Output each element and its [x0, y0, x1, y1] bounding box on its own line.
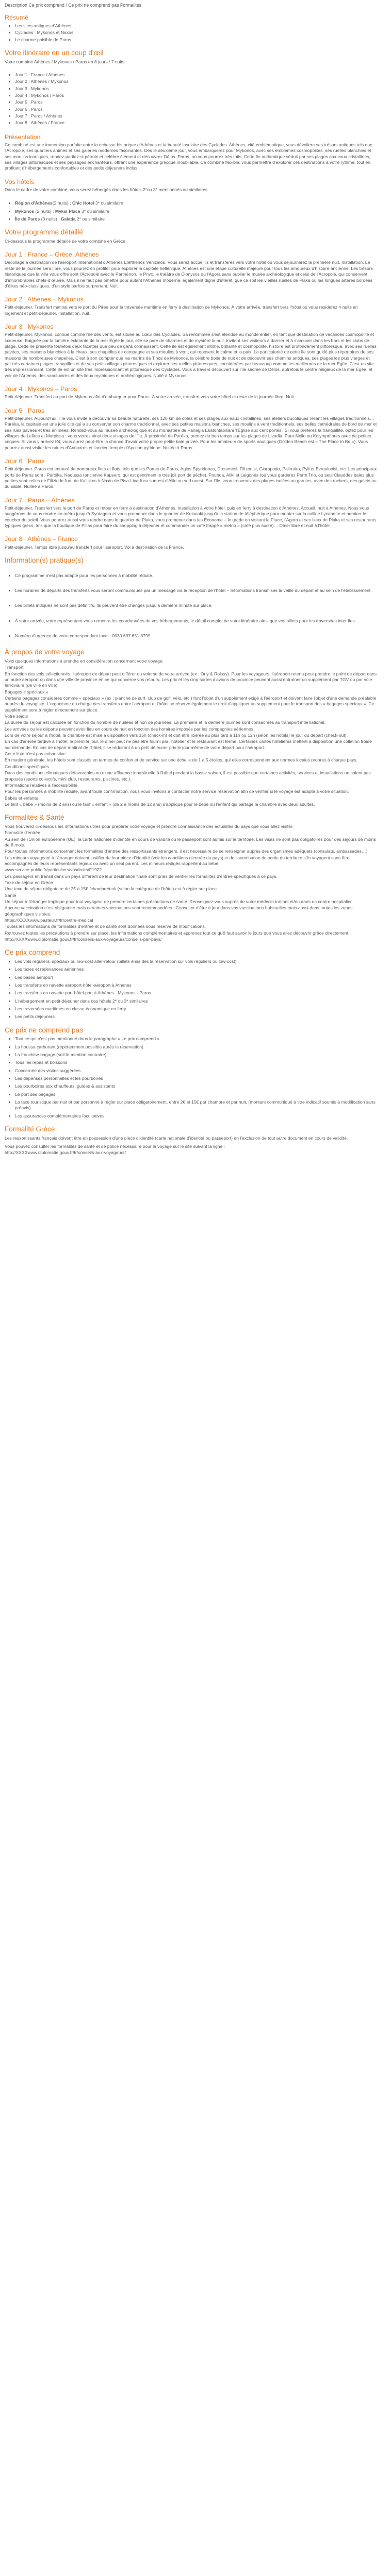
formalites-line: Vous trouverez ci-dessous les informations utiles pour préparer votre voyage et prendre connaissance des actualités du pays que vous allez visiter.: [5, 823, 294, 829]
itinerary-section: [5, 49, 377, 126]
day-title: Jour 1 : France – Grèce, Athènes: [5, 251, 99, 259]
list-item: • La houssa carburant (répétamment possible après la réservation): [15, 1044, 377, 1050]
day-title: Jour 4 : Mykonos – Paros: [5, 385, 77, 393]
day-title: Jour 8 : Athènes – France: [5, 535, 78, 543]
formalites-link[interactable]: www.service-public.fr/particuliers/vosdroits/F1922: [5, 867, 102, 873]
voyage-line: Bagages « spéciaux »: [5, 689, 48, 694]
list-item: • La taxe touristique par nuit et par personne à régler sur place obligatoirement, entre 2€ et 15€ par chambre et par nuit, (montant communiqué à titre indicatif soumis à modification sans préavis): [15, 1099, 377, 1111]
day-text: Petit-déjeuner. Transfert vers le port de Paros et retour en ferry à destination d'Athènes. Installation à votre hôtel, puis en ferry à destination d'Athènes. Accueil, nuit à Athènes. Nous vous suggérons de vous rendre en métro jusqu'à Syntagma et vous promener dans le quartier de Kolonaki jusqu'à la station de téléphérique pour monter sur la colline Lycabette et admirer le coucher du soleil. Vous pourrez aussi vous rendre dans le quartier de Plaka, vous promener dans les Économe – le grade en visitant la Place, l'Agora et ses lieux de Plaka et ses restaurants typiques grecs, tels que la boutique de Pillas pour faire du shopping à déjeuner et commander un café frappé « metrio » (café plus sucré)… Dîner libre et nuit à l'hôtel.: [5, 505, 377, 529]
formalites-title: Formalités & Santé: [5, 814, 64, 822]
prix-comprend-list: [5, 959, 377, 1020]
hotels-section: [5, 178, 377, 223]
voyage-line: Conditions spécifiques: [5, 764, 49, 769]
voyage-line: En matière générale, les hôtels sont classés en termes de confort et de service sur une échelle de 1 à 5 étoiles, qui elles correspondent aux normes locales propres à chaque pays.: [5, 757, 358, 763]
formalites-line: Un séjour à l'étranger implique pour tout voyageur de prendre certaines précautions de santé. Renseignez-vous auprès de votre médecin traitant et/ou dans un centre hospitalier.: [5, 899, 353, 904]
list-item: • Les billets indiqués ne sont pas définitifs. Ils peuvent être changés jusqu'à dernière minute sur place.: [15, 603, 377, 608]
day-title: Jour 6 : Paros: [5, 457, 45, 465]
hotels-subtitle: Dans le cadre de votre combiné, vous serez hébergés dans les hôtels 2*ou 3* mentionnés au similaires.: [5, 187, 209, 192]
list-item: • Le charme paisible de Paros: [15, 37, 377, 43]
voyage-line: En cas d'arrivée tardive à l'hôtel, le premier jour, le dîner peut ne pas être fourni par l'hôtelier et le restaurant est fermé. Certaines cartes hôtelières mettent à disposition une collation froide sur demande. En cas de départ matinal de l'hôtel, il se réduiront à un petit déjeuner pris le jour même de votre départ pour l'aéroport.: [5, 739, 372, 750]
list-item: • Jour 3 : Mykonos: [15, 86, 377, 92]
list-item: • L'hébergement en petit-déjeuner dans des hôtels 2* ou 3* similaires: [15, 998, 377, 1004]
itinerary-title: Votre itinéraire en un coup d'œil: [5, 48, 104, 57]
voyage-line: Votre séjour: [5, 714, 28, 719]
list-item: • Les sites antiques d'Athènes: [15, 23, 377, 29]
list-item: • Ce programme n'est pas adapté pour les personnes à mobilité réduite.: [15, 573, 377, 579]
prix-ne-comprend-pas-list: [5, 1036, 377, 1119]
hotel-nights: (2 nuits) :: [34, 208, 55, 214]
day-text: Petit-déjeuner. Transfert matinal vers le port du Pirée pour la traversée maritime en ferry à destination de Mykonos. À votre arrivée, transfert vers l'hôtel où vous résiderez 4 nuits en logement et petit-déjeuner. Installation, nuit.: [5, 304, 358, 316]
day-title: Jour 2 : Athènes – Mykonos: [5, 296, 84, 303]
hotels-title: Vos hôtels: [5, 178, 35, 185]
hotel-place: Mykonos: [15, 208, 35, 214]
voyage-section: [5, 648, 377, 807]
voyage-line: Lors de votre séjour à l'hôtel, la chambre est mise à disposition vers 15h (check-in) et doit être libérée au plus tard à 11h ou 12h (selon les hôtels) le jour du départ (check-out).: [5, 733, 348, 738]
list-item: • Les assurances complémentaires facultatives: [15, 1113, 377, 1119]
voyage-line: Dans des conditions climatiques défavorables ou d'une affluence inhabituelle à l'hôtel pendant la basse saison, il est possible que certaines activités, services et installations ne soient pas proposés (sports collectifs, mini club, restaurants, piscines, etc.).: [5, 770, 371, 782]
day-text: Décollage à destination de l'aéroport international d'Athènes Eleftherios Venizelos. Vous serez accueillis et transférés vers votre hôtel où vous séjournerez la première nuit. Installation. Le reste de la journée sera libre, vous pourrez en profiter pour explorer la capitale hellénique. Athènes est une étape culturelle majeure pour tous les amoureux d'histoire ancienne. Les trésors historiques que la ville vous offre sont l'Acropole avec le Parthénon, le Pnyx, le théâtre de Dionysos ou l'Agora sans oublier le musée archéologique et celui de l'Acropole, qui conservent d'innombrables chefs-d'œuvre. Mais il ne faut pas omettre pour autant l'Athènes moderne, également digne d'intérêt, que ce soit les vieilles ruelles de Plaka ou les longues artères bordées d'élites néo-classiques, d'un style parfois surprenant. Nuit.: [5, 260, 373, 289]
day-text: Petit-déjeuner. Transfert au port de Mykonos afin d'embarquer pour Paros. À votre arrivée, transfert vers votre hôtel et reste de la journée libre. Nuit.: [5, 394, 295, 400]
formalite-pays-link[interactable]: http://XXXXwww.diplomatie.gouv.fr/fr/conseils-aux-voyageurs/: [5, 1150, 126, 1156]
voyage-line: Informations relatives à l'accessibilité: [5, 782, 78, 788]
itinerary-subtitle: Votre combiné Athènes / Mykonos / Paros en 8 jours / 7 nuits :: [5, 59, 127, 64]
list-item: • Concernée des visites suggérées: [15, 1068, 377, 1074]
hotel-place: Île de Paros: [15, 216, 40, 222]
list-item: • Jour 7 : Paros / Athènes: [15, 113, 377, 119]
list-item: • La franchise bagage (soit le mention contraire): [15, 1052, 377, 1058]
program-section: [5, 228, 377, 550]
day-title: Jour 3 : Mykonos: [5, 323, 54, 331]
voyage-line: Certains bagages considérés comme « spéciaux » (ex : planche de surf, club de golf, vélo, etc.) font l'objet d'un supplément exigé à l'aéroport et doivent faire l'objet d'une demande préalable auprès du voyagiste. L'organisme en charge des transferts entre l'aéroport et l'hôtel se réserve également le droit d'appliquer un supplément pour le transport des « bagages spéciaux ». Ce supplément sera à régler directement sur place.: [5, 696, 377, 713]
list-item: • Les petits déjeuners: [15, 1014, 377, 1020]
hotel-rating: 3* ou similaire: [80, 208, 109, 214]
itinerary-list: [5, 72, 377, 126]
formalite-pays-line: Les ressortissants français doivent être en possession d'une pièce d'identité (carte nationale d'identité ou passeport) en l'exclusion de tout autre document en cours de validité.: [5, 1135, 348, 1141]
presentation-text: Ce combiné est une immersion parfaite entre la richesse historique d'Athènes et la beauté insulaire des Cyclades. Athènes, cité emblématique, vous dévoilera ses trésors antiques tels que l'Acropole, ses quartiers animés et ses galeries modernes fascinantes. Dès le deuxième jour, vous embarquerez pour Mykonos, avec ses emblèmes cosmopolites, ses ruelles blanchies et ses moulins iconiques, rendez-partiez-si pétrole et célébré élément et découvrez Délos. Paros, où vous pourrez très toits. Cette île authentique séduit par ses plages aux eaux cristallines, ses villages pittoresques et ses paysages enchanteurs, offrant une expérience grecque inoubliable. Ce combiné flexible, vous permettra d'explorer ces destinations à votre rythme, tout en profitant d'hébergements confortables et des petits déjeuners inclus.: [5, 142, 372, 171]
resume-section: [5, 14, 377, 43]
resume-list: [5, 23, 377, 43]
day-text: Petit-déjeuner. Aujourd'hui, l'île vous invite à découvrir sa beauté naturelle, ses 120 km de côtes et ses plages aux eaux cristallines, ses ateliers bucoliques reliant les villages traditionnels… Paréka, la capitale est une jolie cité qui a su conserver son charme traditionnel, avec ses petites maisons blanches, ses moulins à vent traditionnels, ses belles cathédrales de bord de mer et ses rues pavées et très animées. Rendez-vous au musée archéologique et au monastère de Panagia Ekatontapiliani 'l'Église aux cent portes'. Si vous préférez la tranquillité, optez pour les villages de Lefkes et Marpissa : vous verrez ainsi deux visages de l'île. À proximité de Paréka, prenez du bon temps sur les plages de Livadia, Paro-Nelio ou Kolymprithres avec de petites criques. Si vous y arrivez tôt, vous aurez peut-être la chance d'avoir votre propre petite baie privée. Pour les amateurs de sports nautiques (Golden Beach est « The Place to Be »). Vous pourrez aussi visiter les ruines d'Antiparos et l'ancien temple d'Apollon pythique. Nuitée à Paros.: [5, 416, 377, 450]
voyage-title: À propos de votre voyage: [5, 648, 85, 656]
formalites-line: Taxe de séjour en Grèce: [5, 879, 53, 885]
voyage-line: Les arrivées ou les départs peuvent avoir lieu en cours de nuit en fonction des horaires imposés par les compagnies aériennes.: [5, 726, 255, 732]
hotel-rating: 2* ou similaire: [75, 216, 105, 222]
list-item: • Jour 5 : Paros: [15, 99, 377, 105]
formalite-pays-title: Formalité Grèce: [5, 1125, 55, 1133]
list-item: • Cyclades : Mykonos et Naxos: [15, 30, 377, 36]
list-item: • Les pourboires aux chauffeurs, guides & assistants: [15, 1083, 377, 1089]
formalites-line: Toutes les informations de formalités d'entrée et de santé sont données sous réserve de modifications.: [5, 924, 206, 929]
program-title: Votre programme détaillé: [5, 228, 83, 236]
formalites-line: Santé: [5, 892, 17, 898]
hotels-list: [5, 200, 377, 222]
prix-comprend-title: Ce prix comprend: [5, 948, 60, 957]
informations-title: Information(s) pratique(s): [5, 556, 84, 564]
hotel-name: Galatia: [60, 216, 76, 222]
formalites-section: [5, 814, 377, 942]
hotel-nights: (2 nuits) :: [52, 200, 72, 206]
day-text: Petit-déjeuner. Mykonos, connue comme l'île des vents, est située au cœur des Cyclades. Sa renommée s'est étendue au monde entier, en tant que destination de vacances cosmopolite et luxueuse. Baignée par la lumière éclatante de la mer Égée le jour, elle se pare de charmes et de mystère la nuit, invitant ses visiteurs à danser et à s'amuser dans les bars et les clubs de plage. Cette île présente toutefois deux facettes que peu de gens connaissent. Cette île est également intime, brillante et cosmopolite, histoire est profondément pittoresque, avec ses ruelles pavées, ses maisons blanchies à la chaux, ses chapelles de campagne et ses moulins à vent, qui reposent le calme et la paix. La particularité de cette île sont guidé plus répertoires de ses maisons de nombreuses chapelles. C'est à son compter que les marins de Tinos de Mykonos, la célèbre boite de nuit et de découvrir ses chemins antiques, ses plages les plus vierges et par très certaines plages tranquilles et de ses petits villages pittoresques et explorer ses ruelles pittoresques, considérées par beaucoup comme les meilleures de la mer Égée. C'est un site très impressionnant. Cette île est un site très impressionnant et pittoresque des Cyclades. Vous a travers découvert sur l'île sacrée de Délos, autrefois le centre religieux de la mer Égée, et voir de l'Artémis, des sanctuaires et des lieux mythiques et archéologiques. Nuité à Mykonos.: [5, 332, 377, 378]
formalite-pays-line: Vous pouvez consulter les formalités de santé et de police nécessaire pour le voyage sur le site suivant la ligne :: [5, 1144, 225, 1149]
hotel-name: Mykis Place: [55, 208, 80, 214]
program-intro: Ci-dessous le programme détaillé de votre combiné en Grèce: [5, 238, 126, 244]
list-item: • Tous les repas et boissons: [15, 1060, 377, 1065]
day-text: Petit-déjeuner. Temps libre jusqu'au transfert pour l'aéroport. Vol à destination de la France.: [5, 544, 184, 550]
prix-comprend-section: [5, 948, 377, 1020]
page: [0, 0, 382, 1163]
list-item: • Les horaires de départs des transferts vous seront communiqués par un message via la réception de l'hôtel – Informations transmises la veille du départ et au sein de l'établissement.: [15, 588, 377, 594]
formalites-link[interactable]: https://XXXXwww.pasteur.fr/fr/centre-medical: [5, 918, 93, 923]
hotel-rating: 3* ou similaire: [94, 200, 123, 206]
formalites-line: Formalité d'entrée: [5, 830, 40, 836]
day-text: Petit-déjeuner. Paros est entouré de nombreux îlots et îlots, tels que les Portes de Paros, Agios Spyridonas, Drosonesi, Filizonisi, Glaropodo, Palirrako, Pyli et Evroulonisi, etc. Les principaux ports de Paros sont : Paroika, Naoussa (ancienne Kapsoro, qui est gentiment le très joli port de pêche), Pounda, Aliki et Lalgonés (où vous garderez Perm Trio, ou seul Clauddes baies plus petites sont celles de Filizio-le-fort, de Kaliskos à Naxio de Pisa-Livadi au sud-est d'Aliki au sud ouest. Sur l'île, vous trouverez des plages isolées ou garnies, avec des rochers, des galets ou du sable. Nuitée à Paros.: [5, 466, 377, 489]
list-item: • Jour 6 : Paros: [15, 107, 377, 112]
voyage-line: Voici quelques informations à prendre en considération concernant votre voyage.: [5, 658, 164, 664]
presentation-section: [5, 133, 377, 172]
formalites-line: Les mineurs voyageant à l'étranger doivent justifier de leur pièce d'identité (voir les conditions d'entrée du pays) et de l'autorisation de sortie du territoire s'ils voyagent sans être accompagnés de leurs représentants légaux ou avec un seul parent. Les mineurs rédigés rappellent au bébé.: [5, 855, 350, 866]
formalites-line: Une taxe de séjour obligatoire de 2€ à 15€ /chambre/nuit (selon la catégorie de l'hôtel) est à régler sur place.: [5, 886, 218, 892]
voyage-line: Cette liste n'est pas exhaustive.: [5, 751, 67, 757]
list-item: • Jour 2 : Athènes / Mykonos: [15, 79, 377, 84]
formalites-line: Retrouvez toutes les précautions à prendre sur place, les informations complémentaires et apprenez tout ce qu'il faut savoir le jours que vous allez découvrir grâce directement.: [5, 930, 350, 936]
formalites-line: Au sein de l'Union européenne (UE), la carte nationale d'identité en cours de validité ou le passeport sont admis sur le territoire. Les visas ne sont pas obligatoires pour des séjours de moins de 6 mois.: [5, 836, 376, 848]
list-item: • À votre arrivée, votre représentant vous remettra les coordonnées de vos hébergements, le détail complet de votre itinéraire ainsi que vos billets pour les traversées inter îles.: [15, 618, 377, 624]
list-item: • Les vols réguliers, spéciaux ou low-cost aller-retour (billets émis dès la réservation sur vols réguliers ou low-cost): [15, 959, 377, 964]
list-item: • Tout ce qui n'est pas mentionné dans le paragraphe « Le prix comprend »: [15, 1036, 377, 1042]
voyage-line: En fonction des vols sélectionnés, l'aéroport de départ peut différer du volume de votre arrivée (ex : Orly & Roissy). Pour les voyageurs, l'aéroport retenu peut prendre le point de départ dans un autre aéroport ou dans une ville de province en ce qui concerne vos retours. Les prix et les cinq sortes d'avions de province peuvent aussi entraîner un supplément par TGV ou par voie ferroviaire (de ville en ville).: [5, 671, 377, 688]
breadcrumb[interactable]: Description Ce prix comprend / Ce prix ne comprend pas Formalités: [5, 3, 141, 8]
list-item: • Jour 1 : France / Athènes: [15, 72, 377, 78]
list-item: • Jour 4 : Mykonos / Paros: [15, 93, 377, 98]
hotel-item: [15, 200, 377, 206]
formalites-line: Les passagers en transit dans un pays différent de leur destination finale sont priés de vérifier les formalités d'entrée spécifiques à ce pays.: [5, 873, 278, 879]
day-title: Jour 7 : Paros – Athènes: [5, 496, 75, 504]
list-item: • Les taxes et redevances aériennes: [15, 967, 377, 972]
hotel-item: [15, 216, 377, 222]
prix-ne-comprend-pas-title: Ce prix ne comprend pas: [5, 1026, 83, 1034]
formalites-line: Pour toutes informations concernant les formalités d'entrée des ressortissants étrangers, il est nécessaire de se renseigner auprès des organismes adéquats (consulats, ambassades…).: [5, 849, 369, 854]
voyage-line: Le tarif « bébé » (moins de 2 ans) ou le tarif « enfant » (de 2 à moins de 12 ans) s'applique pour le bébé ou l'enfant qui partage la chambre avec deux adultes.: [5, 801, 315, 807]
voyage-line: La durée du séjour est calculée en fonction du nombre de nuitées et non de journées. La première et la dernière journée sont consacrées au transport international.: [5, 720, 326, 725]
voyage-line: Bébés et enfants: [5, 795, 38, 801]
hotel-name: Chic Hotel: [72, 200, 94, 206]
formalites-link[interactable]: http://XXXXwww.diplomatie.gouv.fr/fr/conseils-aux-voyageurs/conseils-par-pays/: [5, 937, 162, 942]
list-item: • Les traversées maritimes en classe économique en ferry: [15, 1006, 377, 1012]
list-item: • Les transferts en navette port-hôtel-port à Athènes - Mykonos - Paros: [15, 990, 377, 996]
resume-title: Résumé: [5, 13, 29, 21]
informations-section: [5, 556, 377, 639]
hotel-item: [15, 209, 377, 214]
list-item: • Les dépenses personnelles et les pourboires: [15, 1076, 377, 1081]
hotel-place: Région d'Athènes: [15, 200, 53, 206]
informations-list: [5, 573, 377, 639]
formalite-pays-section: [5, 1125, 377, 1156]
voyage-line: Pour les personnes à mobilité réduite, avant toute confirmation, nous vous invitons à contacter notre service réservation afin de vérifier si le voyage est adapté à votre situation.: [5, 789, 349, 794]
list-item: • Les bases aéroport: [15, 975, 377, 980]
list-item: • Les transferts en navette aéroport-hôtel-aéroport à Athènes: [15, 982, 377, 988]
hotel-nights: (3 nuits) :: [40, 216, 61, 222]
day-title: Jour 5 : Paros: [5, 406, 45, 414]
formalites-line: Aucune vaccination n'est obligatoire mais certaines vaccinations sont recommandées : Consulter d'être à jour dans vos vaccinations habituelles mais aussi dans toutes les zones géographiques visitées.: [5, 905, 353, 917]
list-item: • Jour 8 : Athènes / France: [15, 120, 377, 126]
presentation-title: Présentation: [5, 133, 41, 141]
prix-ne-comprend-pas-section: [5, 1026, 377, 1119]
list-item: • Le port des bagages: [15, 1092, 377, 1097]
voyage-line: Transport: [5, 665, 24, 670]
list-item: • Numéro d'urgence de votre correspondant local : 0030 697 651 8799: [15, 633, 377, 639]
